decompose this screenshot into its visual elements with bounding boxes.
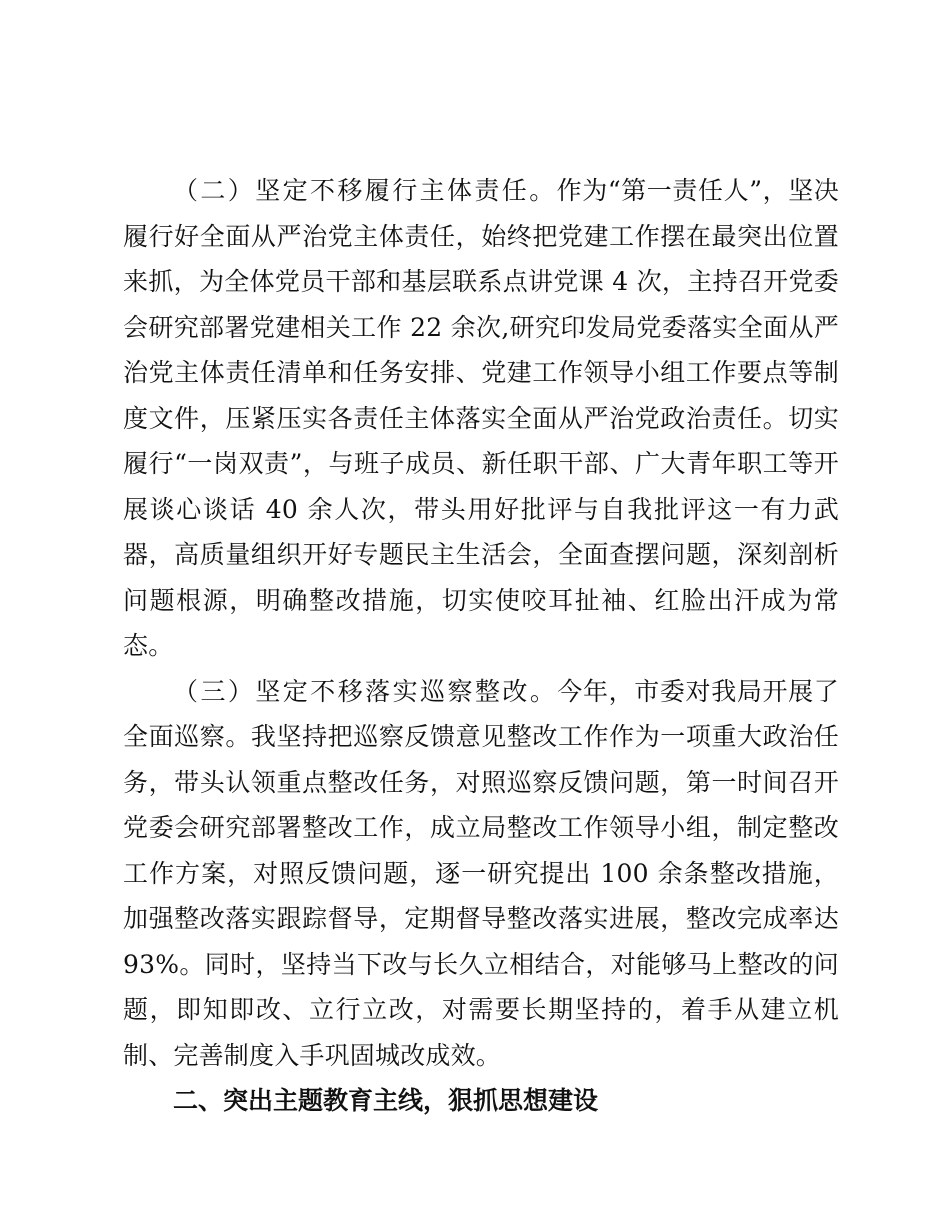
paragraph-lead: （二）坚定不移履行主体责任。 (173, 176, 557, 205)
paragraph-body: 作为“第一责任人”，坚决履行好全面从严治党主体责任，始终把党建工作摆在最突出位置来抓，为全体党员干部和基层联系点讲党课 4 次，主持召开党委会研究部署党建相关工作 22 余次,研究印发局党委落实全面从严治党主体责任清单和任务安排、党建工作领导小组工作要点等制度文件，压紧压实各责任主体落实全面从严治党政治责任。切实履行“一岗双责”，与班子成员、新任职干部、广大青年职工等开展谈心谈话 40 余人次，带头用好批评与自我批评这一有力武器，高质量组织开好专题民主生活会，全面查摆问题，深刻剖析问题根源，明确整改措施，切实使咬耳扯袖、红脸出汗成为常态。 (123, 176, 839, 660)
paragraph-lead: （三）坚定不移落实巡察整改。 (173, 676, 558, 706)
paragraph-inspection-rectification (123, 669, 839, 1079)
paragraph-body: 今年，市委对我局开展了全面巡察。我坚持把巡察反馈意见整改工作作为一项重大政治任务，带头认领重点整改任务，对照巡察反馈问题，第一时间召开党委会研究部署整改工作，成立局整改工作领导小组，制定整改工作方案，对照反馈问题，逐一研究提出 100 余条整改措施，加强整改落实跟踪督导，定期督导整改落实进展，整改完成率达 93%。同时，坚持当下改与长久立相结合，对能够马上整改的问题，即知即改、立行立改，对需要长期坚持的，着手从建立机制、完善制度入手巩固城改成效。 (123, 676, 839, 1070)
paragraph-responsibility (123, 168, 839, 669)
section-heading: 二、突出主题教育主线，狠抓思想建设 (173, 1086, 599, 1115)
document-page (123, 168, 839, 1124)
